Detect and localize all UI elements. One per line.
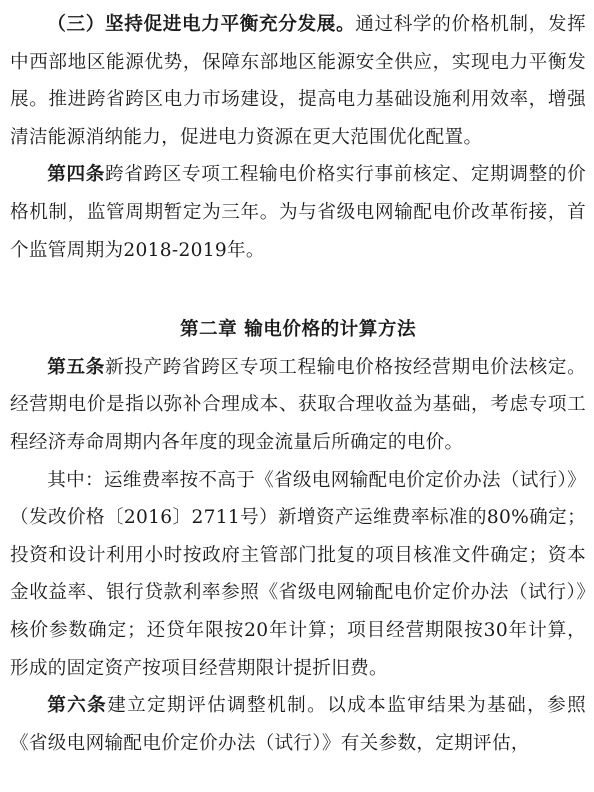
document-page — [10, 6, 586, 762]
section-spacer — [10, 269, 586, 311]
article-6 — [10, 687, 586, 762]
paragraph-body: 通过科学的价格机制，发挥中西部地区能源优势，保障东部地区能源安全供应，实现电力平衡发展。推进跨省跨区电力市场建设，提高电力基础设施利用效率，增强清洁能源消纳能力，促进电力资源在更大范围优化配置。 — [10, 14, 586, 148]
article-body: 跨省跨区专项工程输电价格实行事前核定、定期调整的价格机制，监管周期暂定为三年。为与省级电网输配电价改革衔接，首个监管周期为2018-2019年。 — [10, 164, 586, 261]
paragraph-principle-3 — [10, 6, 586, 156]
article-5 — [10, 349, 586, 462]
article-number: 第四条 — [47, 164, 105, 186]
article-number: 第五条 — [47, 356, 105, 378]
article-body: 新投产跨省跨区专项工程输电价格按经营期电价法核定。经营期电价是指以弥补合理成本、获取合理收益为基础，考虑专项工程经济寿命周期内各年度的现金流量后所确定的电价。 — [10, 356, 586, 453]
paragraph-lead: （三）坚持促进电力平衡充分发展。 — [47, 14, 356, 35]
article-number: 第六条 — [47, 695, 108, 717]
article-5-details — [10, 462, 586, 688]
article-body: 建立定期评估调整机制。以成本监审结果为基础，参照《省级电网输配电价定价办法（试行）》有关参数，定期评估， — [10, 695, 587, 754]
article-4 — [10, 156, 586, 269]
paragraph-body: 其中：运维费率按不高于《省级电网输配电价定价办法（试行）》（发改价格〔2016〕2711号）新增资产运维费率标准的80%确定；投资和设计利用小时按政府主管部门批复的项目核准文件确定；资本金收益率、银行贷款利率参照《省级电网输配电价定价办法（试行）》核价参数确定；还贷年限按20年计算；项目经营期限按30年计算，形成的固定资产按项目经营期限计提折旧费。 — [10, 469, 586, 679]
chapter-title: 第二章 输电价格的计算方法 — [179, 319, 417, 341]
